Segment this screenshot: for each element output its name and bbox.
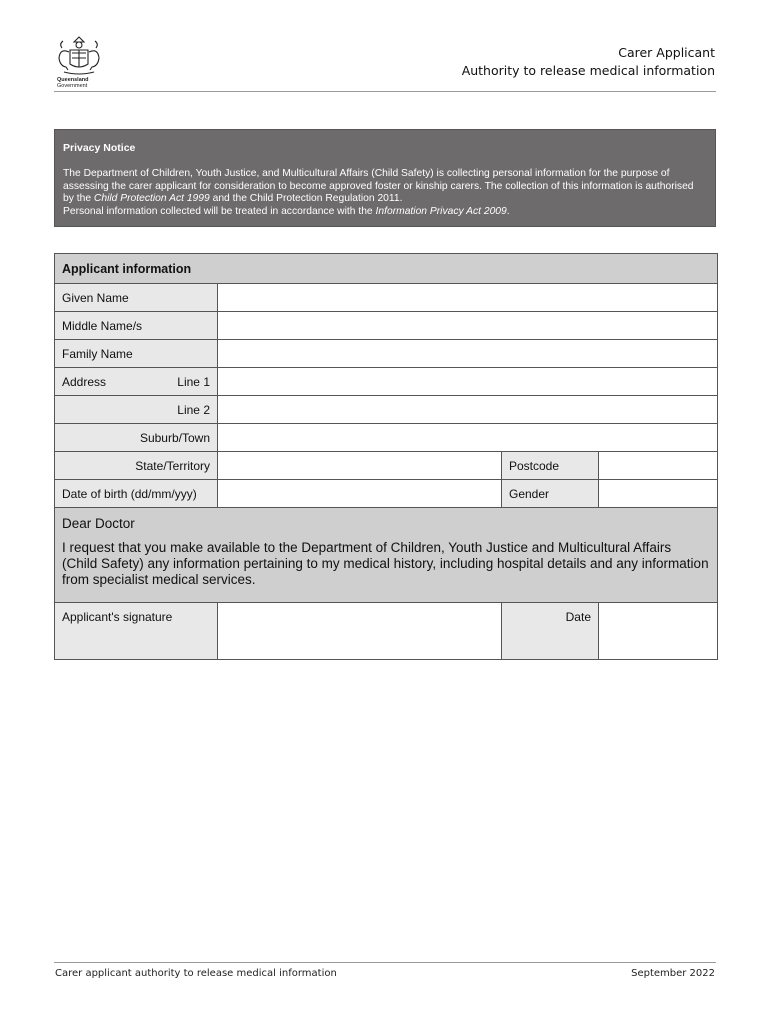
family-name-field[interactable] [218, 340, 718, 368]
footer-title: Carer applicant authority to release medical information [55, 968, 337, 979]
privacy-act-1: Child Protection Act 1999 [93, 193, 210, 204]
address-line2-field[interactable] [218, 396, 718, 424]
gender-field[interactable] [599, 480, 718, 508]
header-title: Carer Applicant [618, 45, 715, 60]
letter-request: I request that you make available to the Department of Children, Youth Justice and Multicultural Affairs (Child Safety) any information pertaining to my medical history, including hospital details and any information from specialist medical services. [62, 540, 709, 587]
privacy-text-2: and the Child Protection Regulation 2011. [209, 193, 403, 204]
privacy-text-4: . [506, 205, 510, 217]
signature-field[interactable] [218, 603, 502, 660]
logo-line1: Queensland [57, 77, 89, 83]
consent-letter [55, 508, 718, 603]
applicant-form [54, 253, 718, 660]
postcode-field[interactable] [599, 452, 718, 480]
dob-field[interactable] [218, 480, 502, 508]
state-field[interactable] [218, 452, 502, 480]
line2-label: Line 2 [55, 396, 218, 424]
given-name-field[interactable] [218, 284, 718, 312]
date-label: Date [502, 603, 599, 660]
postcode-label: Postcode [502, 452, 599, 480]
footer-divider [54, 962, 716, 963]
address-line1-field[interactable] [218, 368, 718, 396]
header-divider [54, 91, 716, 92]
footer-date: September 2022 [631, 968, 715, 979]
privacy-text-3: Personal information collected will be treated in accordance with the [63, 205, 376, 217]
privacy-act-2: Information Privacy Act 2009 [375, 205, 507, 217]
privacy-text-1: The Department of Children, Youth Justice, and Multicultural Affairs (Child Safety) is collecting personal information for the purpose of assessing the carer applicant for consideration to become approved foster or kinship carers. The collection of this information is authorised by the [63, 168, 694, 204]
date-field[interactable] [599, 603, 718, 660]
suburb-field[interactable] [218, 424, 718, 452]
family-name-label: Family Name [55, 340, 218, 368]
logo-line2: Government [57, 83, 88, 89]
gender-label: Gender [502, 480, 599, 508]
section-title: Applicant information [55, 254, 718, 284]
signature-label: Applicant's signature [55, 603, 218, 660]
document-header [462, 44, 715, 80]
privacy-title: Privacy Notice [63, 142, 136, 154]
privacy-notice [54, 129, 716, 227]
privacy-body [63, 168, 707, 218]
suburb-label: Suburb/Town [55, 424, 218, 452]
address-label: Address [62, 374, 107, 389]
middle-names-field[interactable] [218, 312, 718, 340]
logo-text [57, 77, 88, 89]
given-name-label: Given Name [55, 284, 218, 312]
middle-names-label: Middle Name/s [55, 312, 218, 340]
dob-label: Date of birth (dd/mm/yyy) [55, 480, 218, 508]
header-subtitle: Authority to release medical information [461, 63, 715, 78]
address-label-cell [55, 368, 218, 396]
letter-salutation: Dear Doctor [62, 516, 135, 531]
line1-label: Line 1 [177, 374, 210, 389]
state-label: State/Territory [55, 452, 218, 480]
